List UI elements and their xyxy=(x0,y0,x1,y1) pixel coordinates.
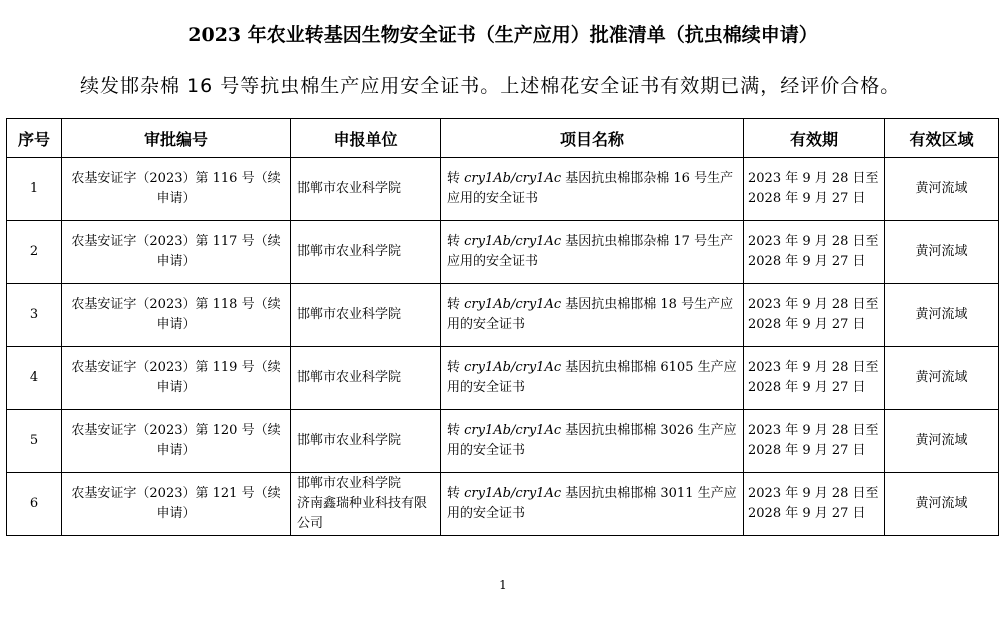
project-prefix: 转 xyxy=(447,234,465,249)
row-project xyxy=(441,410,744,473)
row-applicant xyxy=(291,158,441,221)
row-region: 黄河流域 xyxy=(885,158,999,221)
project-suffix: 基因抗虫棉邯棉 3026 生产应用的安全证书 xyxy=(447,423,737,458)
row-index: 1 xyxy=(7,158,62,221)
row-applicant xyxy=(291,284,441,347)
row-approval-number: 农基安证字（2023）第 117 号（续申请） xyxy=(62,221,291,284)
project-suffix: 基因抗虫棉邯棉 3011 生产应用的安全证书 xyxy=(447,486,737,521)
row-region: 黄河流域 xyxy=(885,284,999,347)
row-index: 2 xyxy=(7,221,62,284)
row-approval-number: 农基安证字（2023）第 121 号（续申请） xyxy=(62,473,291,536)
project-prefix: 转 xyxy=(447,360,465,375)
row-approval-number: 农基安证字（2023）第 118 号（续申请） xyxy=(62,284,291,347)
row-project xyxy=(441,221,744,284)
header-approval-number: 审批编号 xyxy=(62,119,291,158)
intro-paragraph: 续发邯杂棉 16 号等抗虫棉生产应用安全证书。上述棉花安全证书有效期已满，经评价合格。 xyxy=(80,75,901,97)
row-validity: 2023 年 9 月 28 日至 2028 年 9 月 27 日 xyxy=(744,284,885,347)
table-header-row xyxy=(7,119,999,158)
row-applicant xyxy=(291,410,441,473)
row-project xyxy=(441,347,744,410)
project-prefix: 转 xyxy=(447,423,465,438)
applicant-name: 邯郸市农业科学院 xyxy=(297,307,402,322)
applicant-name: 邯郸市农业科学院 xyxy=(297,476,402,491)
row-index: 3 xyxy=(7,284,62,347)
row-region: 黄河流域 xyxy=(885,347,999,410)
page-number: 1 xyxy=(499,578,507,592)
project-suffix: 基因抗虫棉邯棉 6105 生产应用的安全证书 xyxy=(447,360,737,395)
row-project xyxy=(441,284,744,347)
table-row xyxy=(7,221,999,284)
row-project xyxy=(441,158,744,221)
document-title: 2023 年农业转基因生物安全证书（生产应用）批准清单（抗虫棉续申请） xyxy=(188,24,818,46)
applicant-name: 邯郸市农业科学院 xyxy=(297,433,402,448)
row-index: 6 xyxy=(7,473,62,536)
project-gene: cry1Ab/cry1Ac xyxy=(464,486,562,501)
row-applicant xyxy=(291,473,441,536)
project-gene: cry1Ab/cry1Ac xyxy=(464,234,562,249)
header-applicant: 申报单位 xyxy=(291,119,441,158)
applicant-name: 济南鑫瑞种业科技有限公司 xyxy=(297,496,428,531)
table-row xyxy=(7,284,999,347)
project-gene: cry1Ab/cry1Ac xyxy=(464,171,562,186)
row-index: 5 xyxy=(7,410,62,473)
row-applicant xyxy=(291,221,441,284)
row-validity: 2023 年 9 月 28 日至 2028 年 9 月 27 日 xyxy=(744,473,885,536)
row-region: 黄河流域 xyxy=(885,473,999,536)
row-project xyxy=(441,473,744,536)
header-index: 序号 xyxy=(7,119,62,158)
project-prefix: 转 xyxy=(447,297,465,312)
project-prefix: 转 xyxy=(447,486,465,501)
table-row xyxy=(7,410,999,473)
row-region: 黄河流域 xyxy=(885,410,999,473)
row-validity: 2023 年 9 月 28 日至 2028 年 9 月 27 日 xyxy=(744,221,885,284)
project-prefix: 转 xyxy=(447,171,465,186)
project-gene: cry1Ab/cry1Ac xyxy=(464,360,562,375)
approval-table xyxy=(6,118,999,536)
row-region: 黄河流域 xyxy=(885,221,999,284)
table-body xyxy=(7,158,999,536)
row-index: 4 xyxy=(7,347,62,410)
row-validity: 2023 年 9 月 28 日至 2028 年 9 月 27 日 xyxy=(744,158,885,221)
project-gene: cry1Ab/cry1Ac xyxy=(464,297,562,312)
applicant-name: 邯郸市农业科学院 xyxy=(297,370,402,385)
project-suffix: 基因抗虫棉邯棉 18 号生产应用的安全证书 xyxy=(447,297,734,332)
row-validity: 2023 年 9 月 28 日至 2028 年 9 月 27 日 xyxy=(744,410,885,473)
project-gene: cry1Ab/cry1Ac xyxy=(464,423,562,438)
applicant-name: 邯郸市农业科学院 xyxy=(297,244,402,259)
row-approval-number: 农基安证字（2023）第 116 号（续申请） xyxy=(62,158,291,221)
header-validity: 有效期 xyxy=(744,119,885,158)
applicant-name: 邯郸市农业科学院 xyxy=(297,181,402,196)
table-row xyxy=(7,158,999,221)
table-row xyxy=(7,473,999,536)
table-row xyxy=(7,347,999,410)
project-suffix: 基因抗虫棉邯杂棉 17 号生产应用的安全证书 xyxy=(447,234,734,269)
row-applicant xyxy=(291,347,441,410)
row-approval-number: 农基安证字（2023）第 119 号（续申请） xyxy=(62,347,291,410)
header-region: 有效区域 xyxy=(885,119,999,158)
row-approval-number: 农基安证字（2023）第 120 号（续申请） xyxy=(62,410,291,473)
row-validity: 2023 年 9 月 28 日至 2028 年 9 月 27 日 xyxy=(744,347,885,410)
header-project: 项目名称 xyxy=(441,119,744,158)
project-suffix: 基因抗虫棉邯杂棉 16 号生产应用的安全证书 xyxy=(447,171,734,206)
